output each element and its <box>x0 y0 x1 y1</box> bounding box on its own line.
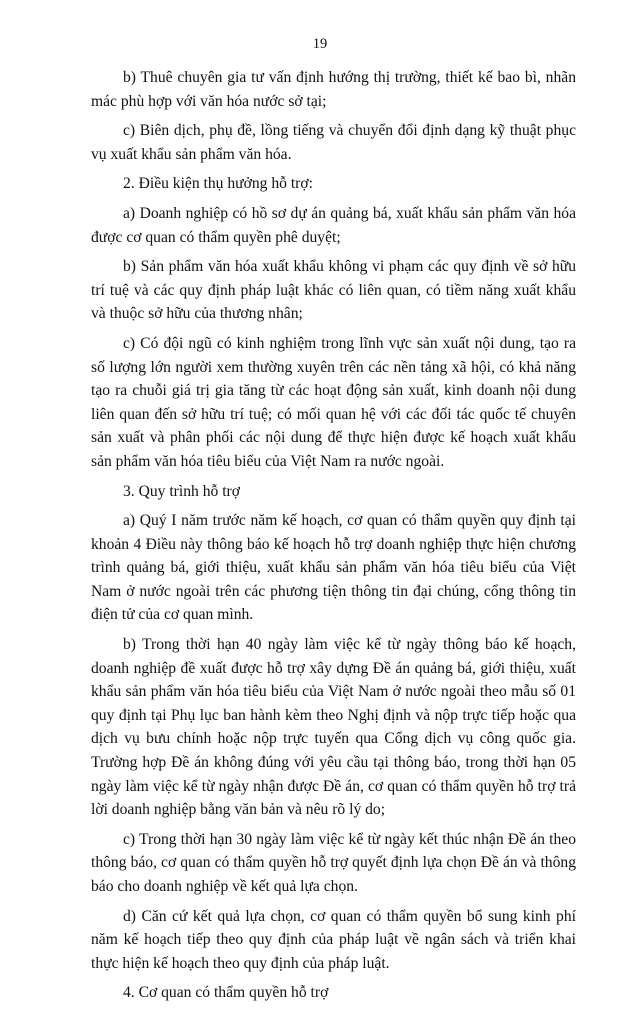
document-body <box>91 66 576 1011</box>
paragraph-3b: b) Trong thời hạn 40 ngày làm việc kể từ ngày thông báo kế hoạch, doanh nghiệp đề xuất được hỗ trợ xây dựng Đề án quảng bá, giới thiệu, xuất khẩu sản phẩm văn hóa tiêu biểu của Việt Nam ở nước ngoài theo mẫu số 01 quy định tại Phụ lục ban hành kèm theo Nghị định và nộp trực tiếp hoặc qua dịch vụ bưu chính hoặc nộp trực tuyến qua Cổng dịch vụ công quốc gia. Trường hợp Đề án không đúng với yêu cầu tại thông báo, trong thời hạn 05 ngày làm việc kể từ ngày nhận được Đề án, cơ quan có thẩm quyền hỗ trợ trả lời doanh nghiệp bằng văn bản và nêu rõ lý do; <box>91 636 576 819</box>
paragraph-1c-translation: c) Biên dịch, phụ đề, lồng tiếng và chuyển đổi định dạng kỹ thuật phục vụ xuất khẩu sản phẩm văn hóa. <box>91 122 576 163</box>
section-2-heading: 2. Điều kiện thụ hưởng hỗ trợ: <box>123 175 313 193</box>
paragraph-2a: a) Doanh nghiệp có hồ sơ dự án quảng bá, xuất khẩu sản phẩm văn hóa được cơ quan có thẩm quyền phê duyệt; <box>91 204 576 246</box>
paragraph-3a: a) Quý I năm trước năm kế hoạch, cơ quan có thẩm quyền quy định tại khoản 4 Điều này thông báo kế hoạch hỗ trợ doanh nghiệp thực hiện chương trình quảng bá, giới thiệu, xuất khẩu sản phẩm văn hóa tiêu biểu của Việt Nam ở nước ngoài trên các phương tiện thông tin đại chúng, cổng thông tin điện tử của cơ quan mình. <box>91 512 576 624</box>
section-4-heading: 4. Cơ quan có thẩm quyền hỗ trợ <box>123 984 329 1002</box>
paragraph-3d: d) Căn cứ kết quả lựa chọn, cơ quan có thẩm quyền bổ sung kinh phí năm kế hoạch tiếp theo quy định của pháp luật về ngân sách và triển khai thực hiện kế hoạch theo quy định của pháp luật. <box>91 907 576 972</box>
paragraph-1b-consulting: b) Thuê chuyên gia tư vấn định hướng thị trường, thiết kế bao bì, nhãn mác phù hợp với văn hóa nước sở tại; <box>91 69 576 110</box>
paragraph-2b: b) Sản phẩm văn hóa xuất khẩu không vi phạm các quy định về sở hữu trí tuệ và các quy định pháp luật khác có liên quan, có tiềm năng xuất khẩu và thuộc sở hữu của thương nhân; <box>91 258 576 323</box>
paragraph-2c: c) Có đội ngũ có kinh nghiệm trong lĩnh vực sản xuất nội dung, tạo ra số lượng lớn người xem thường xuyên trên các nền tảng xã hội, có khả năng tạo ra chuỗi giá trị gia tăng từ các hoạt động sản xuất, kinh doanh nội dung liên quan đến sở hữu trí tuệ; có mối quan hệ với các đối tác quốc tế chuyên sản xuất và phân phối các nội dung để thực hiện được kế hoạch xuất khẩu sản phẩm văn hóa tiêu biểu của Việt Nam ra nước ngoài. <box>91 334 576 470</box>
page-number: 19 <box>312 36 328 52</box>
paragraph-3c: c) Trong thời hạn 30 ngày làm việc kể từ ngày kết thúc nhận Đề án theo thông báo, cơ quan có thẩm quyền hỗ trợ quyết định lựa chọn Đề án và thông báo cho doanh nghiệp về kết quả lựa chọn. <box>91 830 576 895</box>
section-3-heading: 3. Quy trình hỗ trợ <box>123 482 240 500</box>
